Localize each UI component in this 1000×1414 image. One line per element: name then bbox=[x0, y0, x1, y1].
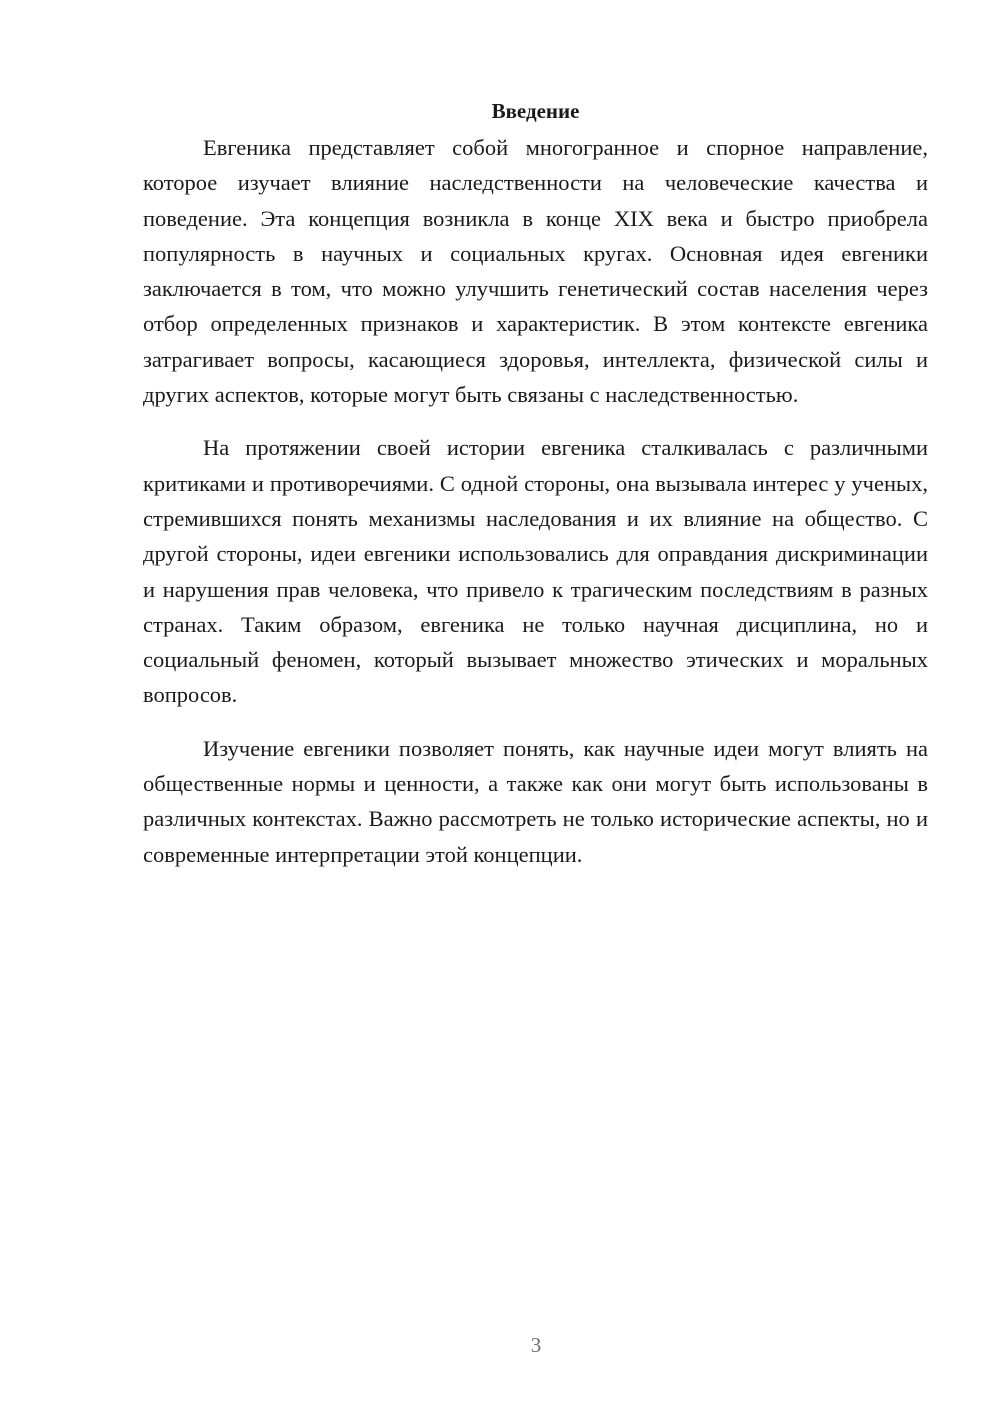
paragraph-2: На протяжении своей истории евгеника сталкивалась с различными критиками и противоречиями. С одной стороны, она вызывала интерес у ученых, стремившихся понять механизмы наследования и их влияние на общество. С другой стороны, идеи евгеники использовались для оправдания дискриминации и нарушения прав человека, что привело к трагическим последствиям в разных странах. Таким образом, евгеника не только научная дисциплина, но и социальный феномен, который вызывает множество этических и моральных вопросов. bbox=[143, 435, 928, 708]
page-number: 3 bbox=[530, 1333, 542, 1357]
section-heading: Введение bbox=[491, 99, 580, 123]
paragraph-3: Изучение евгеники позволяет понять, как научные идеи могут влиять на общественные нормы и ценности, а также как они могут быть использованы в различных контекстах. Важно рассмотреть не только исторические аспекты, но и современные интерпретации этой концепции. bbox=[143, 735, 928, 867]
page-content bbox=[143, 92, 928, 872]
paragraph-1: Евгеника представляет собой многогранное и спорное направление, которое изучает влияние наследственности на человеческие качества и поведение. Эта концепция возникла в конце XIX века и быстро приобрела популярность в научных и социальных кругах. Основная идея евгеники заключается в том, что можно улучшить генетический состав населения через отбор определенных признаков и характеристик. В этом контексте евгеника затрагивает вопросы, касающиеся здоровья, интеллекта, физической силы и других аспектов, которые могут быть связаны с наследственностью. bbox=[143, 135, 928, 408]
